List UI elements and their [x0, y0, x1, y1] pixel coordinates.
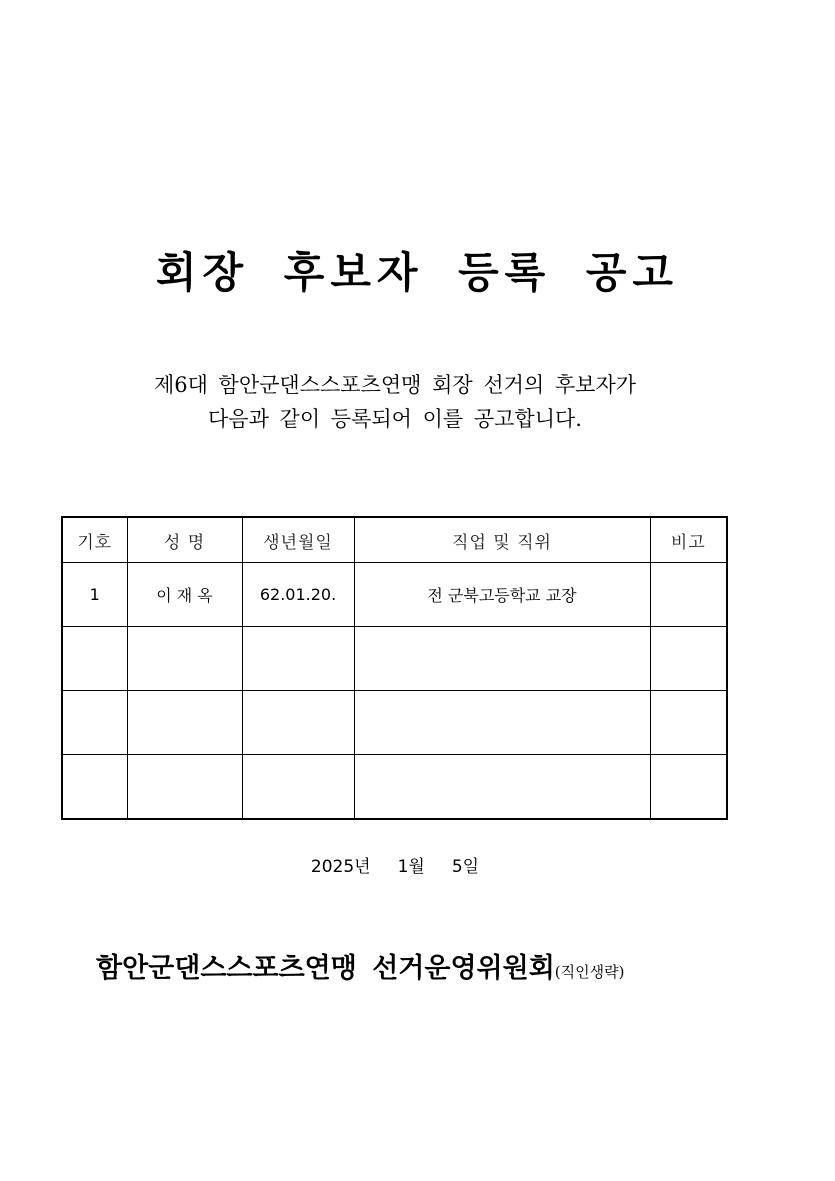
cell-occupation — [354, 691, 650, 755]
cell-occupation: 전 군북고등학교 교장 — [354, 563, 650, 627]
cell-number: 1 — [62, 563, 127, 627]
header-birthdate: 생년월일 — [242, 517, 354, 563]
header-name: 성 명 — [127, 517, 242, 563]
table-header-row — [62, 517, 727, 563]
cell-name — [127, 755, 242, 820]
cell-birthdate: 62.01.20. — [242, 563, 354, 627]
announcement-line-1: 제6대 함안군댄스스포츠연맹 회장 선거의 후보자가 — [153, 373, 637, 397]
seal-omitted-note: (직인생략) — [554, 963, 625, 981]
cell-remarks — [650, 755, 727, 820]
cell-name — [127, 691, 242, 755]
issuer-signature — [96, 946, 624, 985]
announcement-date: 2025년 1월 5일 — [310, 857, 480, 877]
cell-remarks — [650, 627, 727, 691]
header-occupation: 직업 및 직위 — [354, 517, 650, 563]
cell-name — [127, 627, 242, 691]
announcement-line-2: 다음과 같이 등록되어 이를 공고합니다. — [208, 407, 582, 431]
cell-number — [62, 627, 127, 691]
issuer-name: 함안군댄스스포츠연맹 선거운영위원회 — [96, 953, 555, 984]
cell-remarks — [650, 691, 727, 755]
cell-number — [62, 755, 127, 820]
cell-remarks — [650, 563, 727, 627]
cell-occupation — [354, 755, 650, 820]
table-row — [62, 691, 727, 755]
cell-occupation — [354, 627, 650, 691]
table-row — [62, 563, 727, 627]
announcement-text — [0, 368, 790, 436]
table-row — [62, 627, 727, 691]
cell-number — [62, 691, 127, 755]
cell-name: 이 재 옥 — [127, 563, 242, 627]
candidate-table — [61, 516, 728, 820]
header-remarks: 비고 — [650, 517, 727, 563]
cell-birthdate — [242, 691, 354, 755]
header-number: 기호 — [62, 517, 127, 563]
cell-birthdate — [242, 755, 354, 820]
cell-birthdate — [242, 627, 354, 691]
table-row — [62, 755, 727, 820]
page-title: 회장 후보자 등록 공고 — [155, 248, 679, 297]
